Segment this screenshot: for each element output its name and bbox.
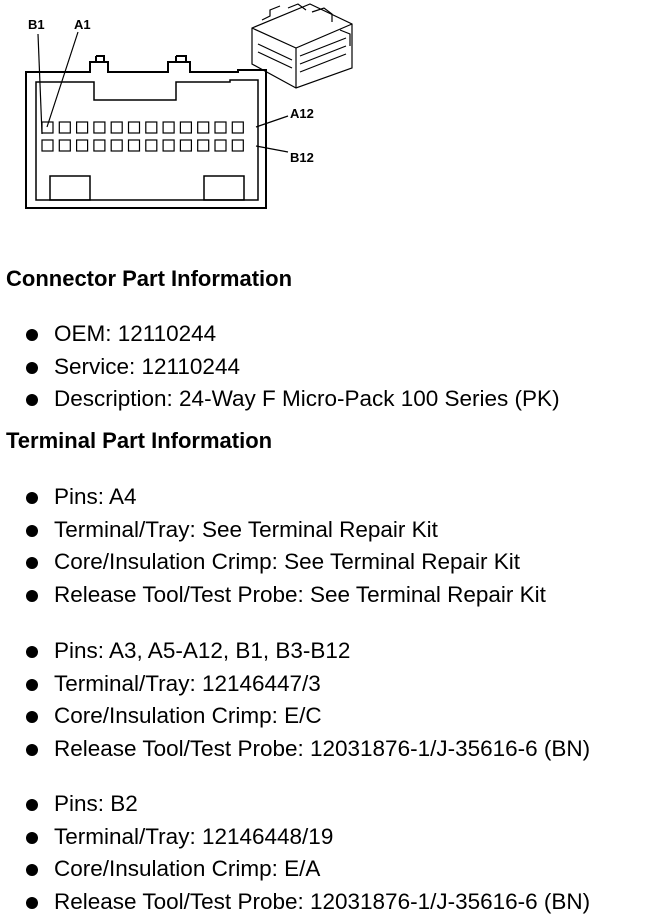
connector-cavity [180,122,191,133]
bullet-icon [26,897,38,909]
connector-cavity [163,140,174,151]
connector-part-info-heading: Connector Part Information [6,266,293,291]
b1-leader-line [38,34,42,134]
connector-cavity [198,140,209,151]
list-item [0,481,546,514]
terminal-part-info-heading: Terminal Part Information [6,428,273,453]
connector-cavity [163,122,174,133]
bullet-icon [26,590,38,602]
a1-leader-line [47,32,78,127]
terminal-group-2 [0,635,590,765]
service-text: Service: 12110244 [54,353,240,379]
list-item [0,733,590,766]
bullet-icon [26,679,38,691]
bullet-icon [26,525,38,537]
label-a12: A12 [290,106,314,121]
bullet-icon [26,394,38,406]
list-item [0,788,590,821]
connector-lock-tab-right [204,176,244,200]
connector-cavity [146,140,157,151]
crimp-text: Core/Insulation Crimp: E/A [54,856,321,881]
pins-text: Pins: A4 [54,484,137,509]
list-item [0,383,560,416]
list-item [0,886,590,919]
bullet-icon [26,492,38,504]
oem-text: OEM: 12110244 [54,321,217,346]
terminal-tray-text: Terminal/Tray: 12146447/3 [54,670,321,696]
connector-cavity [232,122,243,133]
bullet-icon [26,362,38,374]
connector-cavity [129,122,140,133]
crimp-text: Core/Insulation Crimp: E/C [54,703,322,728]
connector-cavity [111,122,122,133]
list-item [0,318,560,351]
connector-cavity [111,140,122,151]
connector-cavities [42,122,243,151]
connector-cavity [77,122,88,133]
list-item [0,853,590,886]
release-tool-text: Release Tool/Test Probe: 12031876-1/J-35616-6 (BN) [54,888,591,914]
connector-cavity [59,122,70,133]
connector-cavity [180,140,191,151]
label-b1: B1 [28,17,45,32]
b12-leader-line [256,146,288,152]
connector-cavity [232,140,243,151]
list-item [0,635,590,668]
bullet-icon [26,646,38,658]
description-text: Description: 24-Way F Micro-Pack 100 Series (PK) [54,386,560,411]
list-item [0,700,590,733]
bullet-icon [26,557,38,569]
connector-cavity [129,140,140,151]
bullet-icon [26,864,38,876]
terminal-group-1 [0,481,546,611]
terminal-tray-text: Terminal/Tray: 12146448/19 [54,823,334,849]
pins-text: Pins: B2 [54,791,138,816]
connector-cavity [59,140,70,151]
bullet-icon [26,744,38,756]
connector-cavity [77,140,88,151]
list-item [0,514,546,547]
list-item [0,821,590,854]
connector-cavity [94,140,105,151]
bullet-icon [26,832,38,844]
connector-cavity [42,140,53,151]
terminal-tray-text: Terminal/Tray: See Terminal Repair Kit [54,516,438,542]
list-item [0,668,590,701]
bullet-icon [26,711,38,723]
connector-cavity [198,122,209,133]
list-item [0,546,546,579]
release-tool-text: Release Tool/Test Probe: See Terminal Repair Kit [54,581,546,607]
bullet-icon [26,799,38,811]
list-item [0,579,546,612]
connector-cavity [215,122,226,133]
release-tool-text: Release Tool/Test Probe: 12031876-1/J-35616-6 (BN) [54,735,591,761]
connector-lock-tab-left [50,176,90,200]
bullet-icon [26,329,38,341]
a12-leader-line [256,116,288,127]
connector-cavity [146,122,157,133]
connector-diagram [0,0,672,225]
label-b12: B12 [290,150,314,165]
connector-part-info-list [0,318,560,416]
connector-cavity [215,140,226,151]
terminal-group-3 [0,788,590,918]
list-item [0,351,560,384]
label-a1: A1 [74,17,91,32]
crimp-text: Core/Insulation Crimp: See Terminal Repair Kit [54,549,521,574]
pins-text: Pins: A3, A5-A12, B1, B3-B12 [54,638,351,663]
connector-face-outline [26,62,266,208]
connector-cavity [94,122,105,133]
